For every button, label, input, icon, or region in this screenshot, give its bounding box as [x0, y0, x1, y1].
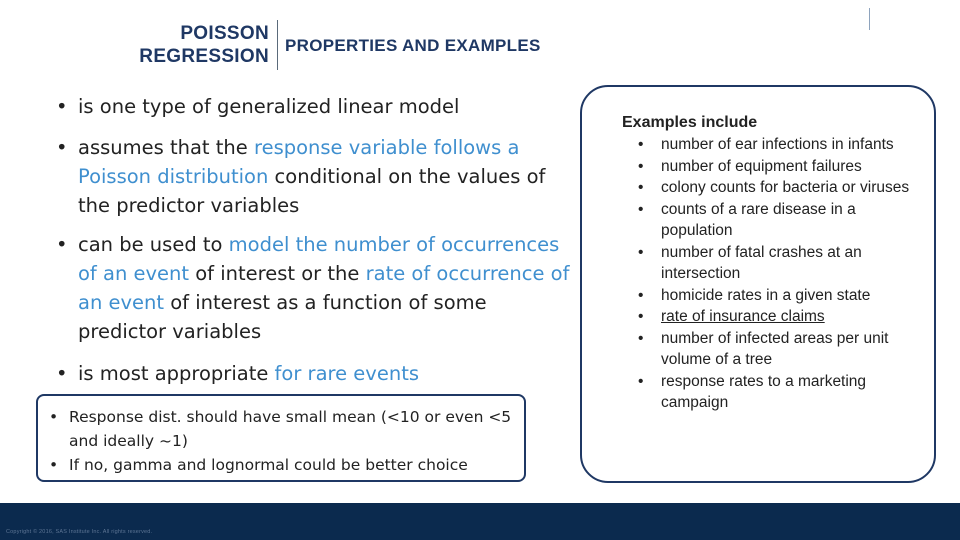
bullet-dot: •	[638, 179, 644, 196]
example-item: • counts of a rare disease in a population	[638, 200, 856, 239]
slide-subtitle: PROPERTIES AND EXAMPLES	[285, 36, 541, 55]
example-item: • number of fatal crashes at an intersection	[638, 243, 862, 282]
example-item: • homicide rates in a given state	[624, 285, 924, 307]
example-item: • rate of insurance claims	[624, 306, 924, 328]
bullet-poisson-distribution: • assumes that the response variable follows a Poisson distribution conditional on the values of the predictor variables	[52, 133, 572, 220]
note-list	[46, 405, 516, 477]
bullet-dot: •	[638, 308, 644, 325]
bullet-dot: •	[56, 95, 68, 118]
bullet-dot: •	[638, 200, 644, 218]
note-item: • Response dist. should have small mean (<10 or even <5 and ideally ~1)	[46, 405, 516, 453]
example-item: • colony counts for bacteria or viruses	[624, 177, 924, 199]
bullet-dot: •	[638, 329, 644, 347]
bullet-dot: •	[638, 136, 644, 153]
slide-title	[139, 22, 269, 68]
bullet-dot: •	[56, 136, 68, 159]
sas-logo-text: sas	[816, 5, 853, 31]
examples-list	[624, 134, 924, 414]
bullet-dot: •	[49, 408, 59, 426]
bullet-glm: • is one type of generalized linear model	[52, 92, 459, 121]
bullet-rare-events: • is most appropriate for rare events	[52, 359, 419, 388]
footer-bar	[0, 503, 960, 540]
example-item: • number of equipment failures	[624, 156, 924, 178]
logo-divider	[869, 8, 870, 30]
sas-swirl-icon	[800, 7, 814, 29]
bullet-model-occurrences: • can be used to model the number of occurrences of an event of interest or the rate of occurrence of an event of interest as a function of some predictor variables	[52, 230, 572, 346]
example-item: • number of ear infections in infants	[624, 134, 924, 156]
examples-title: Examples include	[622, 114, 758, 131]
bullet-dot: •	[638, 243, 644, 261]
example-item: • number of infected areas per unit volume of a tree	[638, 329, 889, 368]
title-line-1: POISSON	[180, 23, 269, 44]
bullet-dot: •	[638, 372, 644, 390]
bullet-dot: •	[49, 456, 59, 474]
copyright-text: Copyright © 2016, SAS Institute Inc. All rights reserved.	[6, 529, 153, 535]
sas-tagline: THE POWER TO KNOW.	[877, 8, 910, 30]
title-divider	[277, 20, 278, 70]
title-line-2: REGRESSION	[139, 46, 269, 67]
bullet-dot: •	[56, 233, 68, 256]
highlight-text: model the number of occurrences of an event	[78, 233, 560, 285]
example-item: • response rates to a marketing campaign	[638, 372, 867, 411]
highlight-text: rate of occurrence of an event	[78, 262, 570, 314]
sas-logo	[800, 5, 853, 31]
note-item: • If no, gamma and lognormal could be better choice	[46, 453, 516, 477]
bullet-dot: •	[56, 362, 68, 385]
bullet-dot: •	[638, 286, 644, 304]
highlight-text: for rare events	[274, 362, 420, 385]
bullet-dot: •	[638, 157, 644, 175]
highlight-text: response variable follows a Poisson distribution	[78, 136, 520, 188]
